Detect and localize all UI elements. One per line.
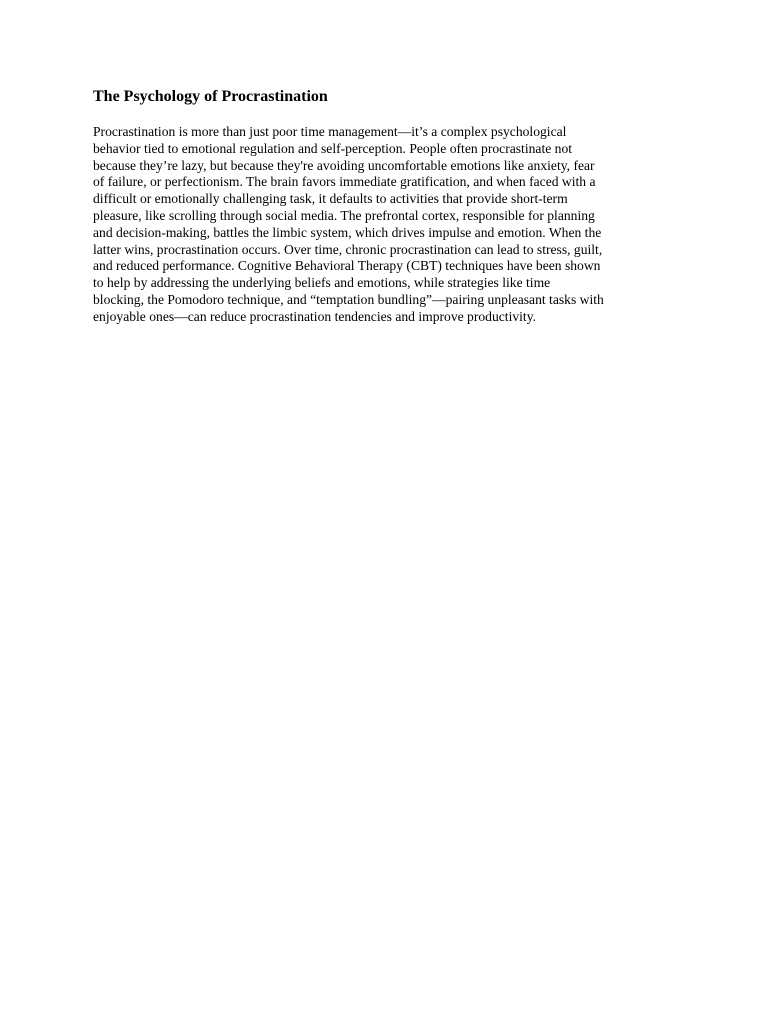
body-line: because they’re lazy, but because they're avoiding uncomfortable emotions like anxiety, fear	[93, 157, 595, 173]
document-content	[93, 86, 677, 326]
body-line: and reduced performance. Cognitive Behavioral Therapy (CBT) techniques have been shown	[93, 258, 601, 274]
body-line: difficult or emotionally challenging task, it defaults to activities that provide short-term	[93, 191, 568, 207]
body-line: behavior tied to emotional regulation and self-perception. People often procrastinate not	[93, 140, 573, 156]
body-line: to help by addressing the underlying beliefs and emotions, while strategies like time	[93, 275, 551, 291]
document-title: The Psychology of Procrastination	[93, 88, 328, 105]
body-line: pleasure, like scrolling through social media. The prefrontal cortex, responsible for planning	[93, 207, 595, 223]
document-body-paragraph	[93, 124, 677, 326]
body-line: Procrastination is more than just poor time management—it’s a complex psychological	[93, 124, 567, 139]
body-line: latter wins, procrastination occurs. Over time, chronic procrastination can lead to stress, guilt,	[93, 241, 603, 257]
body-line: blocking, the Pomodoro technique, and “temptation bundling”—pairing unpleasant tasks with	[93, 291, 604, 307]
body-line: and decision-making, battles the limbic system, which drives impulse and emotion. When the	[93, 224, 602, 240]
body-line: enjoyable ones—can reduce procrastination tendencies and improve productivity.	[93, 308, 537, 324]
body-line: of failure, or perfectionism. The brain favors immediate gratification, and when faced with a	[93, 174, 596, 190]
